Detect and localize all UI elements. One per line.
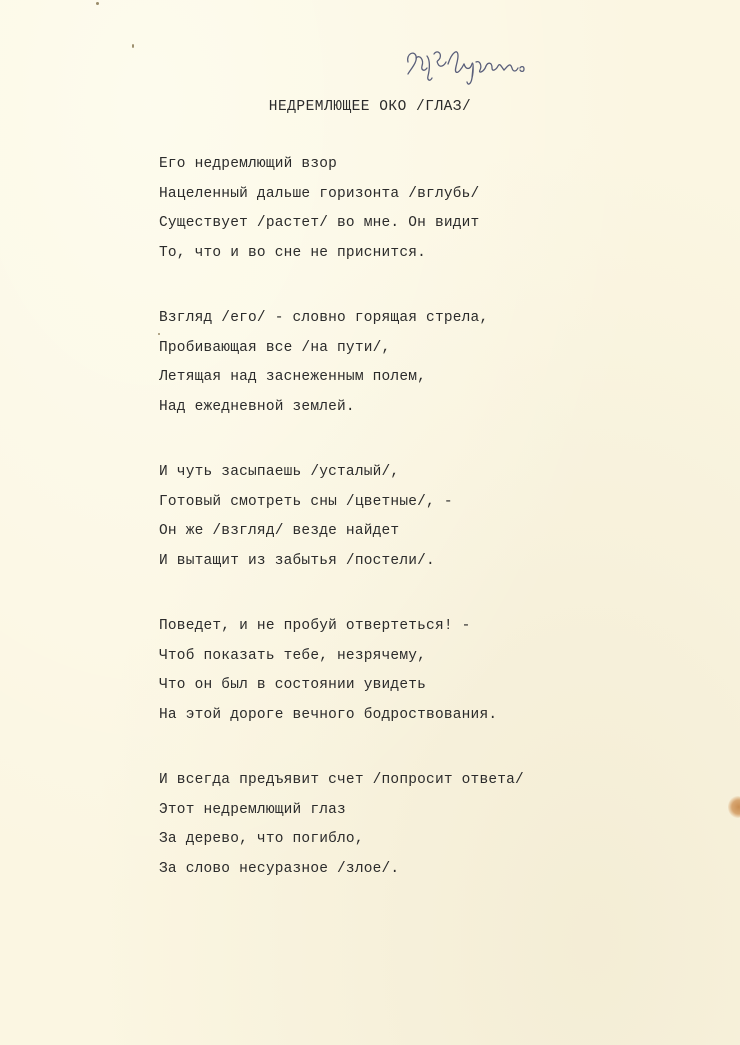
poem-line: На этой дороге вечного бодроствования. bbox=[159, 706, 498, 723]
poem-line: За слово несуразное /злое/. bbox=[159, 860, 400, 877]
poem-line: Готовый смотреть сны /цветные/, - bbox=[159, 493, 453, 510]
poem-line: Поведет, и не пробуй отвертеться! - bbox=[159, 618, 471, 634]
stanza bbox=[159, 766, 679, 884]
poem-line: И вытащит из забытья /постели/. bbox=[159, 552, 435, 569]
poem-body bbox=[159, 150, 679, 920]
paper-speck bbox=[158, 333, 160, 335]
poem-line: Его недремлющий взор bbox=[159, 156, 338, 172]
poem-line: Он же /взгляд/ везде найдет bbox=[159, 523, 400, 539]
poem-line: Нацеленный дальше горизонта /вглубь/ bbox=[159, 185, 480, 202]
stanza bbox=[159, 304, 679, 422]
poem-line: Существует /растет/ во мне. Он видит bbox=[159, 215, 480, 231]
poem-line: И всегда предъявит счет /попросит ответа/ bbox=[159, 772, 524, 788]
poem-line: То, что и во сне не приснится. bbox=[159, 244, 427, 261]
poem-line: Чтоб показать тебе, незрячему, bbox=[159, 647, 427, 664]
stanza bbox=[159, 150, 679, 268]
poem-line: Пробивающая все /на пути/, bbox=[159, 339, 391, 356]
poem-line: И чуть засыпаешь /усталый/, bbox=[159, 464, 400, 480]
poem-line: За дерево, что погибло, bbox=[159, 831, 364, 847]
paper-speck bbox=[96, 2, 99, 5]
stanza bbox=[159, 458, 679, 576]
handwritten-signature bbox=[400, 40, 550, 90]
poem-line: Что он был в состоянии увидеть bbox=[159, 677, 427, 693]
poem-line: Летящая над заснеженным полем, bbox=[159, 369, 427, 385]
paper-stain bbox=[728, 796, 740, 818]
poem-title: НЕДРЕМЛЮЩЕЕ ОКО /ГЛАЗ/ bbox=[268, 99, 472, 115]
poem-line: Над ежедневной землей. bbox=[159, 398, 355, 415]
stanza bbox=[159, 612, 679, 730]
poem-line: Взгляд /его/ - словно горящая стрела, bbox=[159, 310, 489, 326]
paper-speck bbox=[132, 44, 134, 48]
poem-line: Этот недремлющий глаз bbox=[159, 801, 346, 818]
